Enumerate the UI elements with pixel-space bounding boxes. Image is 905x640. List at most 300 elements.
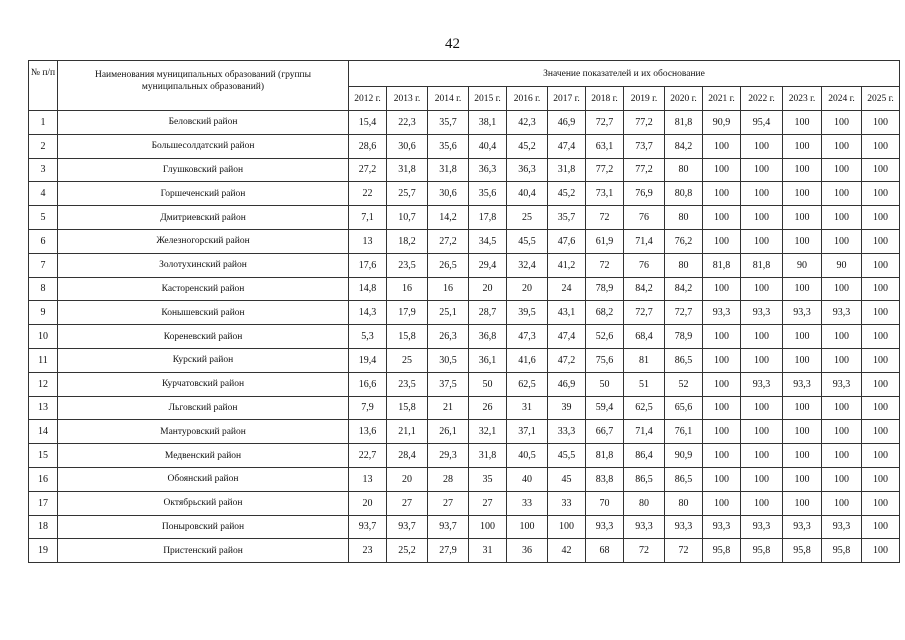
value-cell: 13,6 xyxy=(349,420,387,444)
value-cell: 16 xyxy=(428,277,469,301)
value-cell: 100 xyxy=(862,348,900,372)
value-cell: 77,2 xyxy=(586,158,624,182)
value-cell: 21,1 xyxy=(387,420,428,444)
value-cell: 68,4 xyxy=(624,325,665,349)
municipality-name: Кореневский район xyxy=(58,325,349,349)
value-cell: 84,2 xyxy=(624,277,665,301)
value-cell: 100 xyxy=(548,515,586,539)
value-cell: 78,9 xyxy=(665,325,703,349)
table-row xyxy=(29,396,900,420)
value-cell: 100 xyxy=(741,229,783,253)
value-cell: 80 xyxy=(665,206,703,230)
value-cell: 95,8 xyxy=(741,539,783,563)
value-cell: 62,5 xyxy=(507,372,548,396)
value-cell: 10,7 xyxy=(387,206,428,230)
table-row xyxy=(29,444,900,468)
row-number: 12 xyxy=(29,372,58,396)
value-cell: 100 xyxy=(783,229,822,253)
municipality-name: Беловский район xyxy=(58,111,349,135)
value-cell: 100 xyxy=(862,515,900,539)
value-cell: 39,5 xyxy=(507,301,548,325)
value-cell: 46,9 xyxy=(548,372,586,396)
municipality-name: Пристенский район xyxy=(58,539,349,563)
value-cell: 100 xyxy=(822,206,862,230)
municipality-name: Курский район xyxy=(58,348,349,372)
value-cell: 76,2 xyxy=(665,229,703,253)
value-cell: 93,3 xyxy=(703,301,741,325)
value-cell: 50 xyxy=(469,372,507,396)
table-row xyxy=(29,372,900,396)
value-cell: 21 xyxy=(428,396,469,420)
value-cell: 23,5 xyxy=(387,253,428,277)
value-cell: 47,4 xyxy=(548,325,586,349)
value-cell: 84,2 xyxy=(665,134,703,158)
value-cell: 72 xyxy=(624,539,665,563)
value-cell: 100 xyxy=(783,491,822,515)
value-cell: 100 xyxy=(783,277,822,301)
value-cell: 100 xyxy=(822,396,862,420)
value-cell: 33,3 xyxy=(548,420,586,444)
value-cell: 41,2 xyxy=(548,253,586,277)
value-cell: 27,2 xyxy=(349,158,387,182)
value-cell: 75,6 xyxy=(586,348,624,372)
value-cell: 95,4 xyxy=(741,111,783,135)
value-cell: 50 xyxy=(586,372,624,396)
value-cell: 100 xyxy=(703,348,741,372)
value-cell: 23,5 xyxy=(387,372,428,396)
value-cell: 30,5 xyxy=(428,348,469,372)
value-cell: 100 xyxy=(822,182,862,206)
value-cell: 25,2 xyxy=(387,539,428,563)
value-cell: 30,6 xyxy=(387,134,428,158)
row-number: 11 xyxy=(29,348,58,372)
value-cell: 47,2 xyxy=(548,348,586,372)
table-row xyxy=(29,277,900,301)
municipality-name: Касторенский район xyxy=(58,277,349,301)
value-cell: 100 xyxy=(783,420,822,444)
value-cell: 36,3 xyxy=(469,158,507,182)
value-cell: 78,9 xyxy=(586,277,624,301)
value-cell: 30,6 xyxy=(428,182,469,206)
header-year: 2017 г. xyxy=(548,87,586,111)
header-year: 2023 г. xyxy=(783,87,822,111)
value-cell: 7,1 xyxy=(349,206,387,230)
value-cell: 52 xyxy=(665,372,703,396)
value-cell: 100 xyxy=(862,158,900,182)
row-number: 13 xyxy=(29,396,58,420)
value-cell: 72 xyxy=(586,253,624,277)
value-cell: 100 xyxy=(469,515,507,539)
value-cell: 17,8 xyxy=(469,206,507,230)
header-year: 2015 г. xyxy=(469,87,507,111)
value-cell: 22,3 xyxy=(387,111,428,135)
value-cell: 100 xyxy=(862,277,900,301)
value-cell: 65,6 xyxy=(665,396,703,420)
value-cell: 93,3 xyxy=(741,515,783,539)
value-cell: 86,5 xyxy=(665,348,703,372)
value-cell: 19,4 xyxy=(349,348,387,372)
table-row xyxy=(29,515,900,539)
value-cell: 42 xyxy=(548,539,586,563)
value-cell: 23 xyxy=(349,539,387,563)
value-cell: 100 xyxy=(741,491,783,515)
value-cell: 100 xyxy=(822,229,862,253)
header-year: 2021 г. xyxy=(703,87,741,111)
value-cell: 28,4 xyxy=(387,444,428,468)
table-row xyxy=(29,420,900,444)
header-number: № п/п xyxy=(29,61,58,111)
value-cell: 93,3 xyxy=(783,515,822,539)
value-cell: 46,9 xyxy=(548,111,586,135)
value-cell: 93,3 xyxy=(822,515,862,539)
value-cell: 100 xyxy=(741,277,783,301)
value-cell: 100 xyxy=(783,111,822,135)
value-cell: 35,7 xyxy=(428,111,469,135)
table-row xyxy=(29,325,900,349)
value-cell: 27 xyxy=(387,491,428,515)
value-cell: 100 xyxy=(741,182,783,206)
header-year: 2019 г. xyxy=(624,87,665,111)
value-cell: 33 xyxy=(507,491,548,515)
value-cell: 42,3 xyxy=(507,111,548,135)
value-cell: 61,9 xyxy=(586,229,624,253)
value-cell: 72 xyxy=(586,206,624,230)
municipality-name: Горшеченский район xyxy=(58,182,349,206)
value-cell: 100 xyxy=(783,206,822,230)
value-cell: 29,4 xyxy=(469,253,507,277)
value-cell: 45,2 xyxy=(548,182,586,206)
table-row xyxy=(29,206,900,230)
value-cell: 47,6 xyxy=(548,229,586,253)
value-cell: 68 xyxy=(586,539,624,563)
value-cell: 100 xyxy=(822,467,862,491)
municipality-name: Глушковский район xyxy=(58,158,349,182)
value-cell: 100 xyxy=(822,277,862,301)
value-cell: 26 xyxy=(469,396,507,420)
value-cell: 100 xyxy=(741,348,783,372)
value-cell: 100 xyxy=(741,420,783,444)
value-cell: 39 xyxy=(548,396,586,420)
value-cell: 100 xyxy=(862,491,900,515)
value-cell: 72,7 xyxy=(624,301,665,325)
value-cell: 40,4 xyxy=(507,182,548,206)
value-cell: 40,4 xyxy=(469,134,507,158)
value-cell: 100 xyxy=(822,420,862,444)
value-cell: 25 xyxy=(387,348,428,372)
value-cell: 32,1 xyxy=(469,420,507,444)
value-cell: 93,7 xyxy=(349,515,387,539)
header-year: 2012 г. xyxy=(349,87,387,111)
value-cell: 100 xyxy=(822,348,862,372)
value-cell: 100 xyxy=(703,229,741,253)
value-cell: 76,1 xyxy=(665,420,703,444)
value-cell: 36 xyxy=(507,539,548,563)
header-year: 2022 г. xyxy=(741,87,783,111)
value-cell: 16 xyxy=(387,277,428,301)
value-cell: 100 xyxy=(862,539,900,563)
value-cell: 32,4 xyxy=(507,253,548,277)
row-number: 5 xyxy=(29,206,58,230)
value-cell: 100 xyxy=(703,134,741,158)
value-cell: 22,7 xyxy=(349,444,387,468)
value-cell: 95,8 xyxy=(703,539,741,563)
value-cell: 45,5 xyxy=(507,229,548,253)
value-cell: 100 xyxy=(783,444,822,468)
table-row xyxy=(29,253,900,277)
value-cell: 22 xyxy=(349,182,387,206)
value-cell: 26,1 xyxy=(428,420,469,444)
value-cell: 100 xyxy=(862,301,900,325)
value-cell: 33 xyxy=(548,491,586,515)
value-cell: 93,3 xyxy=(586,515,624,539)
header-year: 2018 г. xyxy=(586,87,624,111)
value-cell: 100 xyxy=(783,467,822,491)
municipality-name: Поныровский район xyxy=(58,515,349,539)
value-cell: 5,3 xyxy=(349,325,387,349)
municipality-name: Октябрьский район xyxy=(58,491,349,515)
value-cell: 77,2 xyxy=(624,158,665,182)
value-cell: 40,5 xyxy=(507,444,548,468)
value-cell: 20 xyxy=(469,277,507,301)
value-cell: 100 xyxy=(862,467,900,491)
value-cell: 31 xyxy=(469,539,507,563)
value-cell: 27,9 xyxy=(428,539,469,563)
value-cell: 47,4 xyxy=(548,134,586,158)
value-cell: 100 xyxy=(783,182,822,206)
value-cell: 35,7 xyxy=(548,206,586,230)
row-number: 1 xyxy=(29,111,58,135)
value-cell: 76 xyxy=(624,253,665,277)
value-cell: 73,7 xyxy=(624,134,665,158)
table-row xyxy=(29,229,900,253)
value-cell: 90,9 xyxy=(703,111,741,135)
table-row xyxy=(29,467,900,491)
municipality-name: Конышевский район xyxy=(58,301,349,325)
value-cell: 52,6 xyxy=(586,325,624,349)
value-cell: 100 xyxy=(862,372,900,396)
value-cell: 100 xyxy=(822,491,862,515)
value-cell: 80 xyxy=(624,491,665,515)
value-cell: 14,2 xyxy=(428,206,469,230)
value-cell: 80 xyxy=(665,491,703,515)
value-cell: 84,2 xyxy=(665,277,703,301)
value-cell: 14,8 xyxy=(349,277,387,301)
header-year: 2024 г. xyxy=(822,87,862,111)
value-cell: 38,1 xyxy=(469,111,507,135)
value-cell: 73,1 xyxy=(586,182,624,206)
value-cell: 51 xyxy=(624,372,665,396)
value-cell: 31,8 xyxy=(428,158,469,182)
value-cell: 37,5 xyxy=(428,372,469,396)
value-cell: 100 xyxy=(703,158,741,182)
value-cell: 35 xyxy=(469,467,507,491)
value-cell: 100 xyxy=(862,206,900,230)
value-cell: 17,6 xyxy=(349,253,387,277)
value-cell: 37,1 xyxy=(507,420,548,444)
value-cell: 100 xyxy=(822,158,862,182)
table-row xyxy=(29,539,900,563)
value-cell: 100 xyxy=(703,277,741,301)
value-cell: 100 xyxy=(862,420,900,444)
value-cell: 26,5 xyxy=(428,253,469,277)
value-cell: 93,7 xyxy=(428,515,469,539)
value-cell: 100 xyxy=(507,515,548,539)
value-cell: 100 xyxy=(862,134,900,158)
value-cell: 76 xyxy=(624,206,665,230)
value-cell: 76,9 xyxy=(624,182,665,206)
value-cell: 20 xyxy=(349,491,387,515)
value-cell: 100 xyxy=(703,467,741,491)
value-cell: 40 xyxy=(507,467,548,491)
row-number: 17 xyxy=(29,491,58,515)
row-number: 7 xyxy=(29,253,58,277)
value-cell: 81,8 xyxy=(665,111,703,135)
value-cell: 35,6 xyxy=(428,134,469,158)
value-cell: 43,1 xyxy=(548,301,586,325)
value-cell: 95,8 xyxy=(822,539,862,563)
value-cell: 100 xyxy=(783,348,822,372)
table-row xyxy=(29,111,900,135)
value-cell: 93,3 xyxy=(783,301,822,325)
value-cell: 26,3 xyxy=(428,325,469,349)
header-values: Значение показателей и их обоснование xyxy=(349,61,900,87)
value-cell: 100 xyxy=(822,134,862,158)
municipality-name: Железногорский район xyxy=(58,229,349,253)
value-cell: 100 xyxy=(741,396,783,420)
row-number: 14 xyxy=(29,420,58,444)
municipality-name: Медвенский район xyxy=(58,444,349,468)
value-cell: 100 xyxy=(703,372,741,396)
value-cell: 27 xyxy=(469,491,507,515)
header-year: 2016 г. xyxy=(507,87,548,111)
indicator-table xyxy=(28,60,900,563)
row-number: 18 xyxy=(29,515,58,539)
value-cell: 72 xyxy=(665,539,703,563)
value-cell: 86,5 xyxy=(665,467,703,491)
value-cell: 100 xyxy=(703,444,741,468)
value-cell: 100 xyxy=(703,206,741,230)
value-cell: 100 xyxy=(783,325,822,349)
value-cell: 100 xyxy=(862,325,900,349)
value-cell: 71,4 xyxy=(624,229,665,253)
table-row xyxy=(29,182,900,206)
value-cell: 13 xyxy=(349,467,387,491)
value-cell: 81,8 xyxy=(586,444,624,468)
value-cell: 70 xyxy=(586,491,624,515)
value-cell: 93,3 xyxy=(822,301,862,325)
value-cell: 24 xyxy=(548,277,586,301)
value-cell: 100 xyxy=(703,420,741,444)
value-cell: 17,9 xyxy=(387,301,428,325)
value-cell: 14,3 xyxy=(349,301,387,325)
value-cell: 100 xyxy=(741,206,783,230)
value-cell: 100 xyxy=(783,134,822,158)
value-cell: 100 xyxy=(741,444,783,468)
municipality-name: Курчатовский район xyxy=(58,372,349,396)
value-cell: 86,5 xyxy=(624,467,665,491)
row-number: 2 xyxy=(29,134,58,158)
value-cell: 90 xyxy=(783,253,822,277)
value-cell: 93,3 xyxy=(703,515,741,539)
value-cell: 100 xyxy=(703,325,741,349)
header-year: 2020 г. xyxy=(665,87,703,111)
municipality-name: Обоянский район xyxy=(58,467,349,491)
row-number: 15 xyxy=(29,444,58,468)
header-year: 2013 г. xyxy=(387,87,428,111)
value-cell: 31,8 xyxy=(387,158,428,182)
value-cell: 28 xyxy=(428,467,469,491)
value-cell: 100 xyxy=(862,111,900,135)
value-cell: 100 xyxy=(822,325,862,349)
value-cell: 100 xyxy=(703,491,741,515)
value-cell: 68,2 xyxy=(586,301,624,325)
row-number: 8 xyxy=(29,277,58,301)
value-cell: 86,4 xyxy=(624,444,665,468)
table-row xyxy=(29,348,900,372)
value-cell: 100 xyxy=(703,396,741,420)
value-cell: 34,5 xyxy=(469,229,507,253)
value-cell: 93,3 xyxy=(741,301,783,325)
value-cell: 100 xyxy=(741,134,783,158)
value-cell: 15,8 xyxy=(387,396,428,420)
municipality-name: Мантуровский район xyxy=(58,420,349,444)
value-cell: 59,4 xyxy=(586,396,624,420)
value-cell: 16,6 xyxy=(349,372,387,396)
value-cell: 95,8 xyxy=(783,539,822,563)
row-number: 9 xyxy=(29,301,58,325)
value-cell: 25,7 xyxy=(387,182,428,206)
value-cell: 93,7 xyxy=(387,515,428,539)
value-cell: 77,2 xyxy=(624,111,665,135)
value-cell: 41,6 xyxy=(507,348,548,372)
row-number: 3 xyxy=(29,158,58,182)
value-cell: 100 xyxy=(741,158,783,182)
value-cell: 63,1 xyxy=(586,134,624,158)
value-cell: 27,2 xyxy=(428,229,469,253)
value-cell: 25,1 xyxy=(428,301,469,325)
value-cell: 28,6 xyxy=(349,134,387,158)
table-row xyxy=(29,301,900,325)
value-cell: 36,1 xyxy=(469,348,507,372)
value-cell: 13 xyxy=(349,229,387,253)
value-cell: 71,4 xyxy=(624,420,665,444)
row-number: 10 xyxy=(29,325,58,349)
value-cell: 83,8 xyxy=(586,467,624,491)
value-cell: 7,9 xyxy=(349,396,387,420)
value-cell: 100 xyxy=(783,396,822,420)
header-year: 2014 г. xyxy=(428,87,469,111)
value-cell: 100 xyxy=(822,444,862,468)
value-cell: 20 xyxy=(507,277,548,301)
value-cell: 81,8 xyxy=(741,253,783,277)
value-cell: 31 xyxy=(507,396,548,420)
value-cell: 36,8 xyxy=(469,325,507,349)
value-cell: 72,7 xyxy=(665,301,703,325)
value-cell: 100 xyxy=(703,182,741,206)
value-cell: 80 xyxy=(665,253,703,277)
value-cell: 28,7 xyxy=(469,301,507,325)
header-year: 2025 г. xyxy=(862,87,900,111)
header-name: Наименования муниципальных образований (группы муниципальных образований) xyxy=(58,61,349,111)
value-cell: 72,7 xyxy=(586,111,624,135)
value-cell: 100 xyxy=(862,444,900,468)
value-cell: 93,3 xyxy=(624,515,665,539)
value-cell: 90 xyxy=(822,253,862,277)
value-cell: 31,8 xyxy=(469,444,507,468)
value-cell: 100 xyxy=(862,229,900,253)
value-cell: 45,2 xyxy=(507,134,548,158)
municipality-name: Золотухинский район xyxy=(58,253,349,277)
